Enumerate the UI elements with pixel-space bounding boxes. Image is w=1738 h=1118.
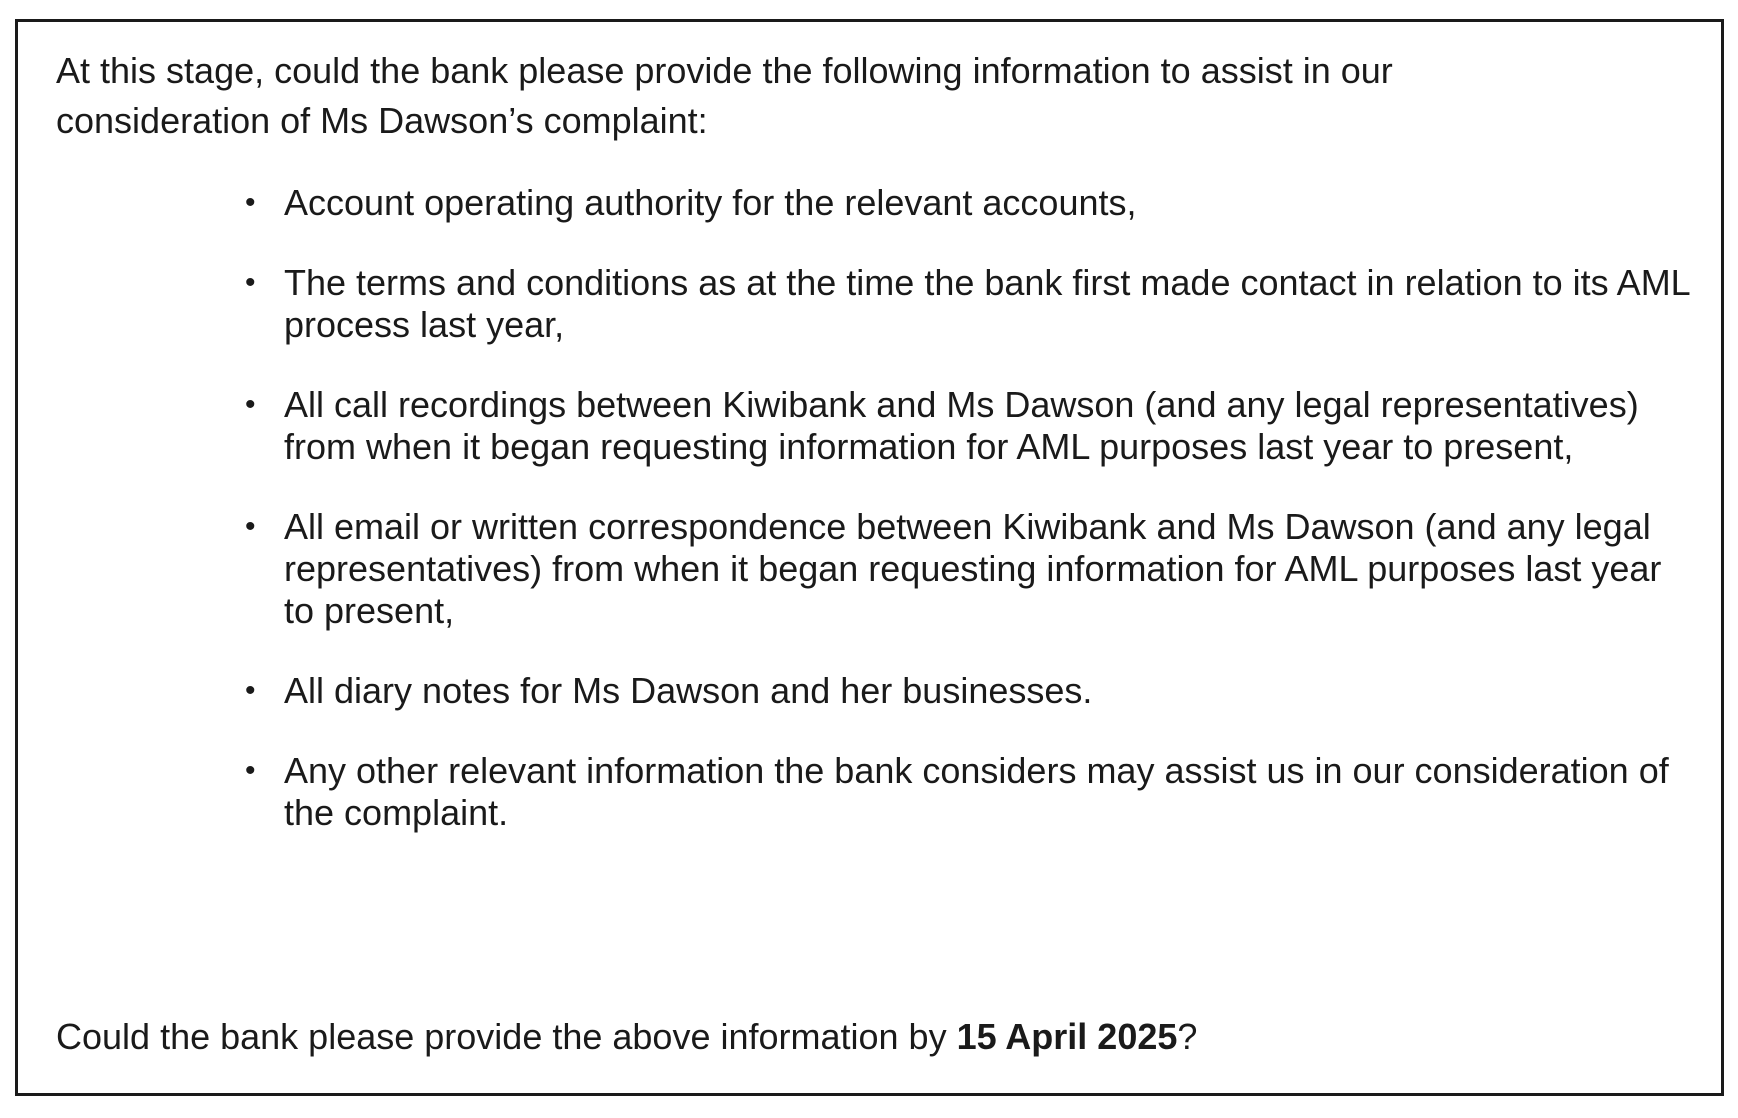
request-item-terms-conditions	[18, 262, 1721, 346]
request-item-text: Any other relevant information the bank considers may assist us in our consideration of the complaint.	[284, 750, 1669, 833]
deadline-date: 15 April 2025	[956, 1016, 1178, 1057]
request-item-correspondence	[18, 506, 1721, 632]
request-item-text: All email or written correspondence between Kiwibank and Ms Dawson (and any legal representatives) from when it began requesting information for AML purposes last year to present,	[284, 506, 1662, 631]
bullet-icon: •	[245, 674, 256, 707]
request-item-text: All diary notes for Ms Dawson and her businesses.	[284, 670, 1093, 711]
closing-prefix: Could the bank please provide the above information by	[56, 1016, 957, 1057]
request-item-operating-authority	[18, 182, 1721, 224]
request-item-text: Account operating authority for the relevant accounts,	[284, 182, 1137, 223]
bullet-icon: •	[245, 510, 256, 543]
bullet-icon: •	[245, 388, 256, 421]
bullet-icon: •	[245, 266, 256, 299]
closing-suffix: ?	[1177, 1016, 1198, 1057]
request-item-text: All call recordings between Kiwibank and Ms Dawson (and any legal representatives) from when it began requesting information for AML purposes last year to present,	[284, 384, 1639, 467]
request-item-call-recordings	[18, 384, 1721, 468]
bullet-icon: •	[245, 186, 256, 219]
intro-paragraph: At this stage, could the bank please provide the following information to assist in our consideration of Ms Dawson’s complaint:	[56, 50, 1393, 141]
document-frame	[15, 19, 1724, 1096]
request-item-other-information	[18, 750, 1721, 834]
request-item-text: The terms and conditions as at the time the bank first made contact in relation to its AML process last year,	[284, 262, 1690, 345]
request-list	[18, 182, 1721, 872]
closing-paragraph	[56, 1012, 1656, 1062]
bullet-icon: •	[245, 754, 256, 787]
request-item-diary-notes	[18, 670, 1721, 712]
